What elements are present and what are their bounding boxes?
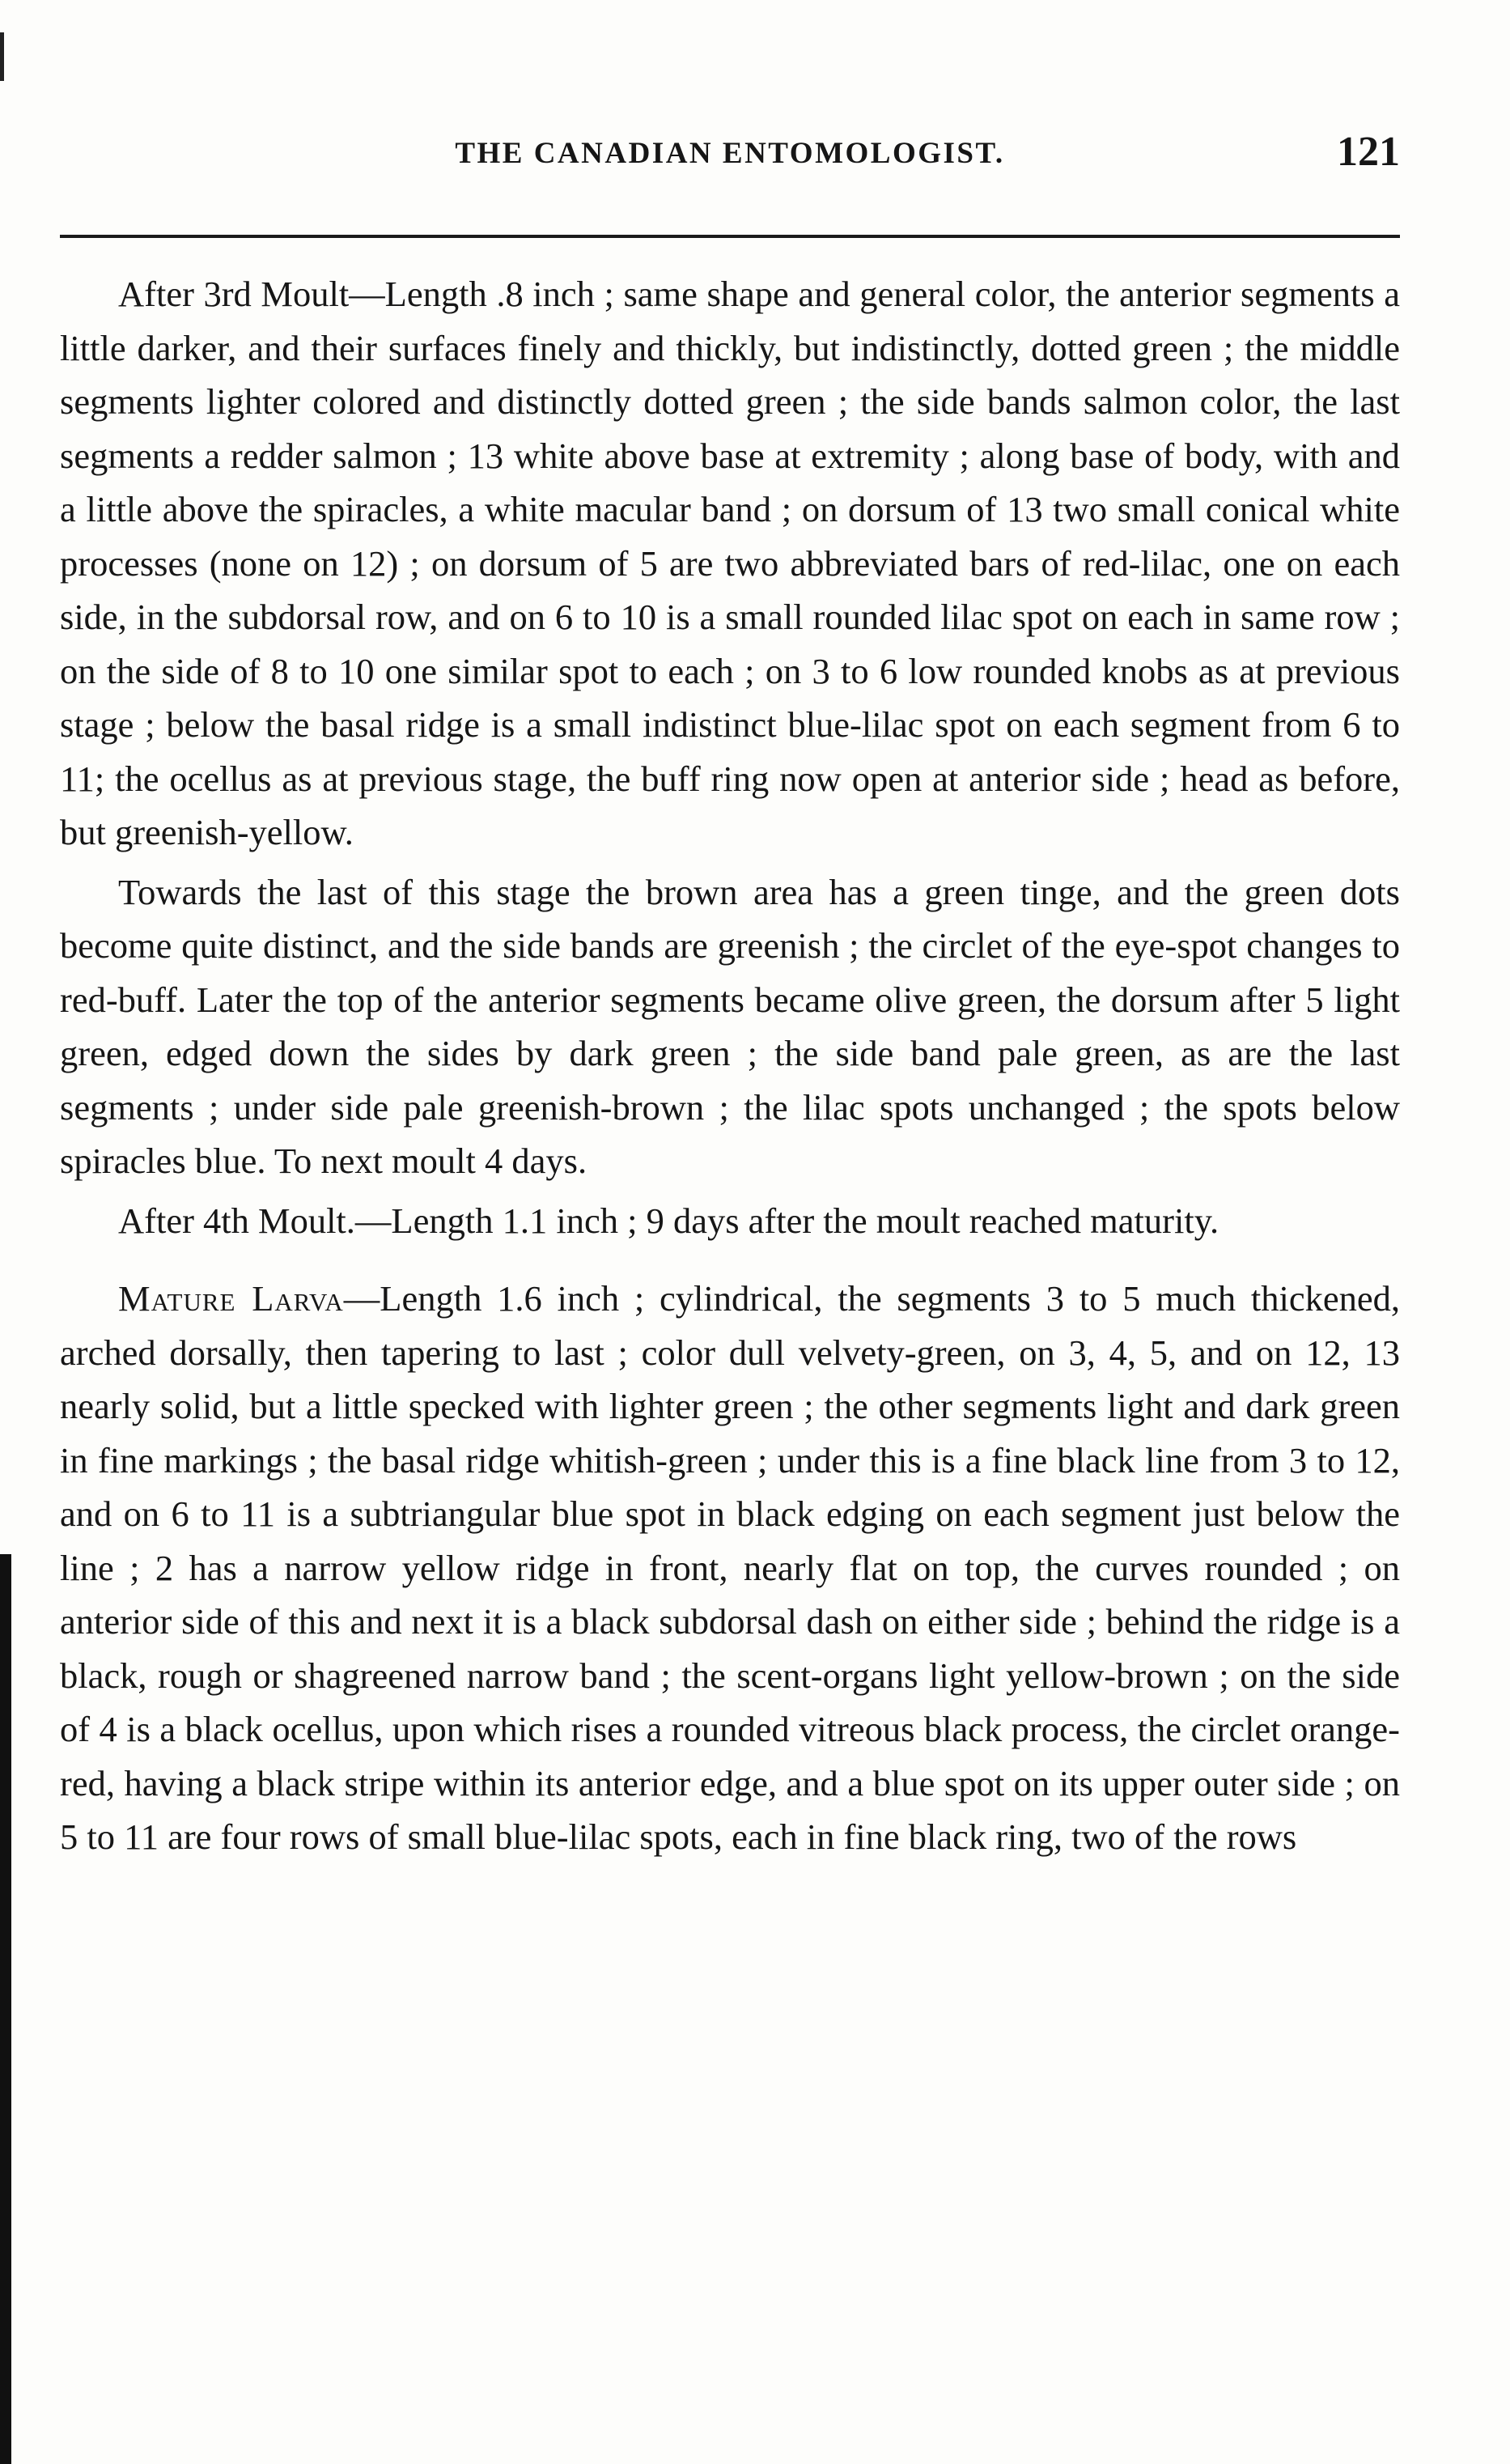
body-text <box>60 267 1400 1864</box>
running-head <box>60 129 1400 193</box>
paragraph-mature-larva <box>60 1272 1400 1864</box>
header-rule <box>60 235 1400 238</box>
paragraph-text: Towards the last of this stage the brown area has a green tinge, and the green dots become quite distinct, and the side bands are greenish ; the circlet of the eye-spot changes to red-buff. Later the top of the anterior segments became olive green, the dorsum after 5 light green, edged down the sides by dark green ; the side band pale green, as are the last segments ; under side pale greenish-brown ; the lilac spots unchanged ; the spots below spiracles blue. To next moult 4 days. <box>60 871 1400 1181</box>
paragraph-lead: Mature Larva <box>118 1278 344 1319</box>
running-title: THE CANADIAN ENTOMOLOGIST. <box>455 137 1005 170</box>
page-edge-mark <box>0 32 4 81</box>
page-edge-shadow <box>0 1554 11 2464</box>
paragraph-text: After 3rd Moult—Length .8 inch ; same shape and general color, the anterior segments a little darker, and their surfaces finely and thickly, but indistinctly, dotted green ; the middle segments lighter colored and distinctly dotted green ; the side bands salmon color, the last segments a redder salmon ; 13 white above base at extremity ; along base of body, with and a little above the spiracles, a white macular band ; on dorsum of 13 two small conical white processes (none on 12) ; on dorsum of 5 are two abbreviated bars of red-lilac, one on each side, in the subdorsal row, and on 6 to 10 is a small rounded lilac spot on each in same row ; on the side of 8 to 10 one similar spot to each ; on 3 to 6 low rounded knobs as at previous stage ; below the basal ridge is a small indistinct blue-lilac spot on each segment from 6 to 11; the ocellus as at previous stage, the buff ring now open at anterior side ; head as before, but greenish-yellow. <box>60 274 1400 852</box>
paragraph-fourth-moult <box>60 1194 1400 1248</box>
page-number: 121 <box>1337 129 1400 175</box>
paragraph-text: After 4th Moult.—Length 1.1 inch ; 9 days after the moult reached maturity. <box>118 1200 1219 1241</box>
paragraph-last-of-stage <box>60 865 1400 1188</box>
paragraph-third-moult <box>60 267 1400 860</box>
paragraph-text: —Length 1.6 inch ; cylindrical, the segments 3 to 5 much thickened, arched dorsally, then tapering to last ; color dull velvety-green, on 3, 4, 5, and on 12, 13 nearly solid, but a little specked with lighter green ; the other segments light and dark green in fine markings ; the basal ridge whitish-green ; under this is a fine black line from 3 to 12, and on 6 to 11 is a subtriangular blue spot in black edging on each segment just below the line ; 2 has a narrow yellow ridge in front, nearly flat on top, the curves rounded ; on anterior side of this and next it is a black subdorsal dash on either side ; behind the ridge is a black, rough or shagreened narrow band ; the scent-organs light yellow-brown ; on the side of 4 is a black ocellus, upon which rises a rounded vitreous black process, the circlet orange-red, having a black stripe within its anterior edge, and a blue spot on its upper outer side ; on 5 to 11 are four rows of small blue-lilac spots, each in fine black ring, two of the rows <box>60 1278 1400 1857</box>
